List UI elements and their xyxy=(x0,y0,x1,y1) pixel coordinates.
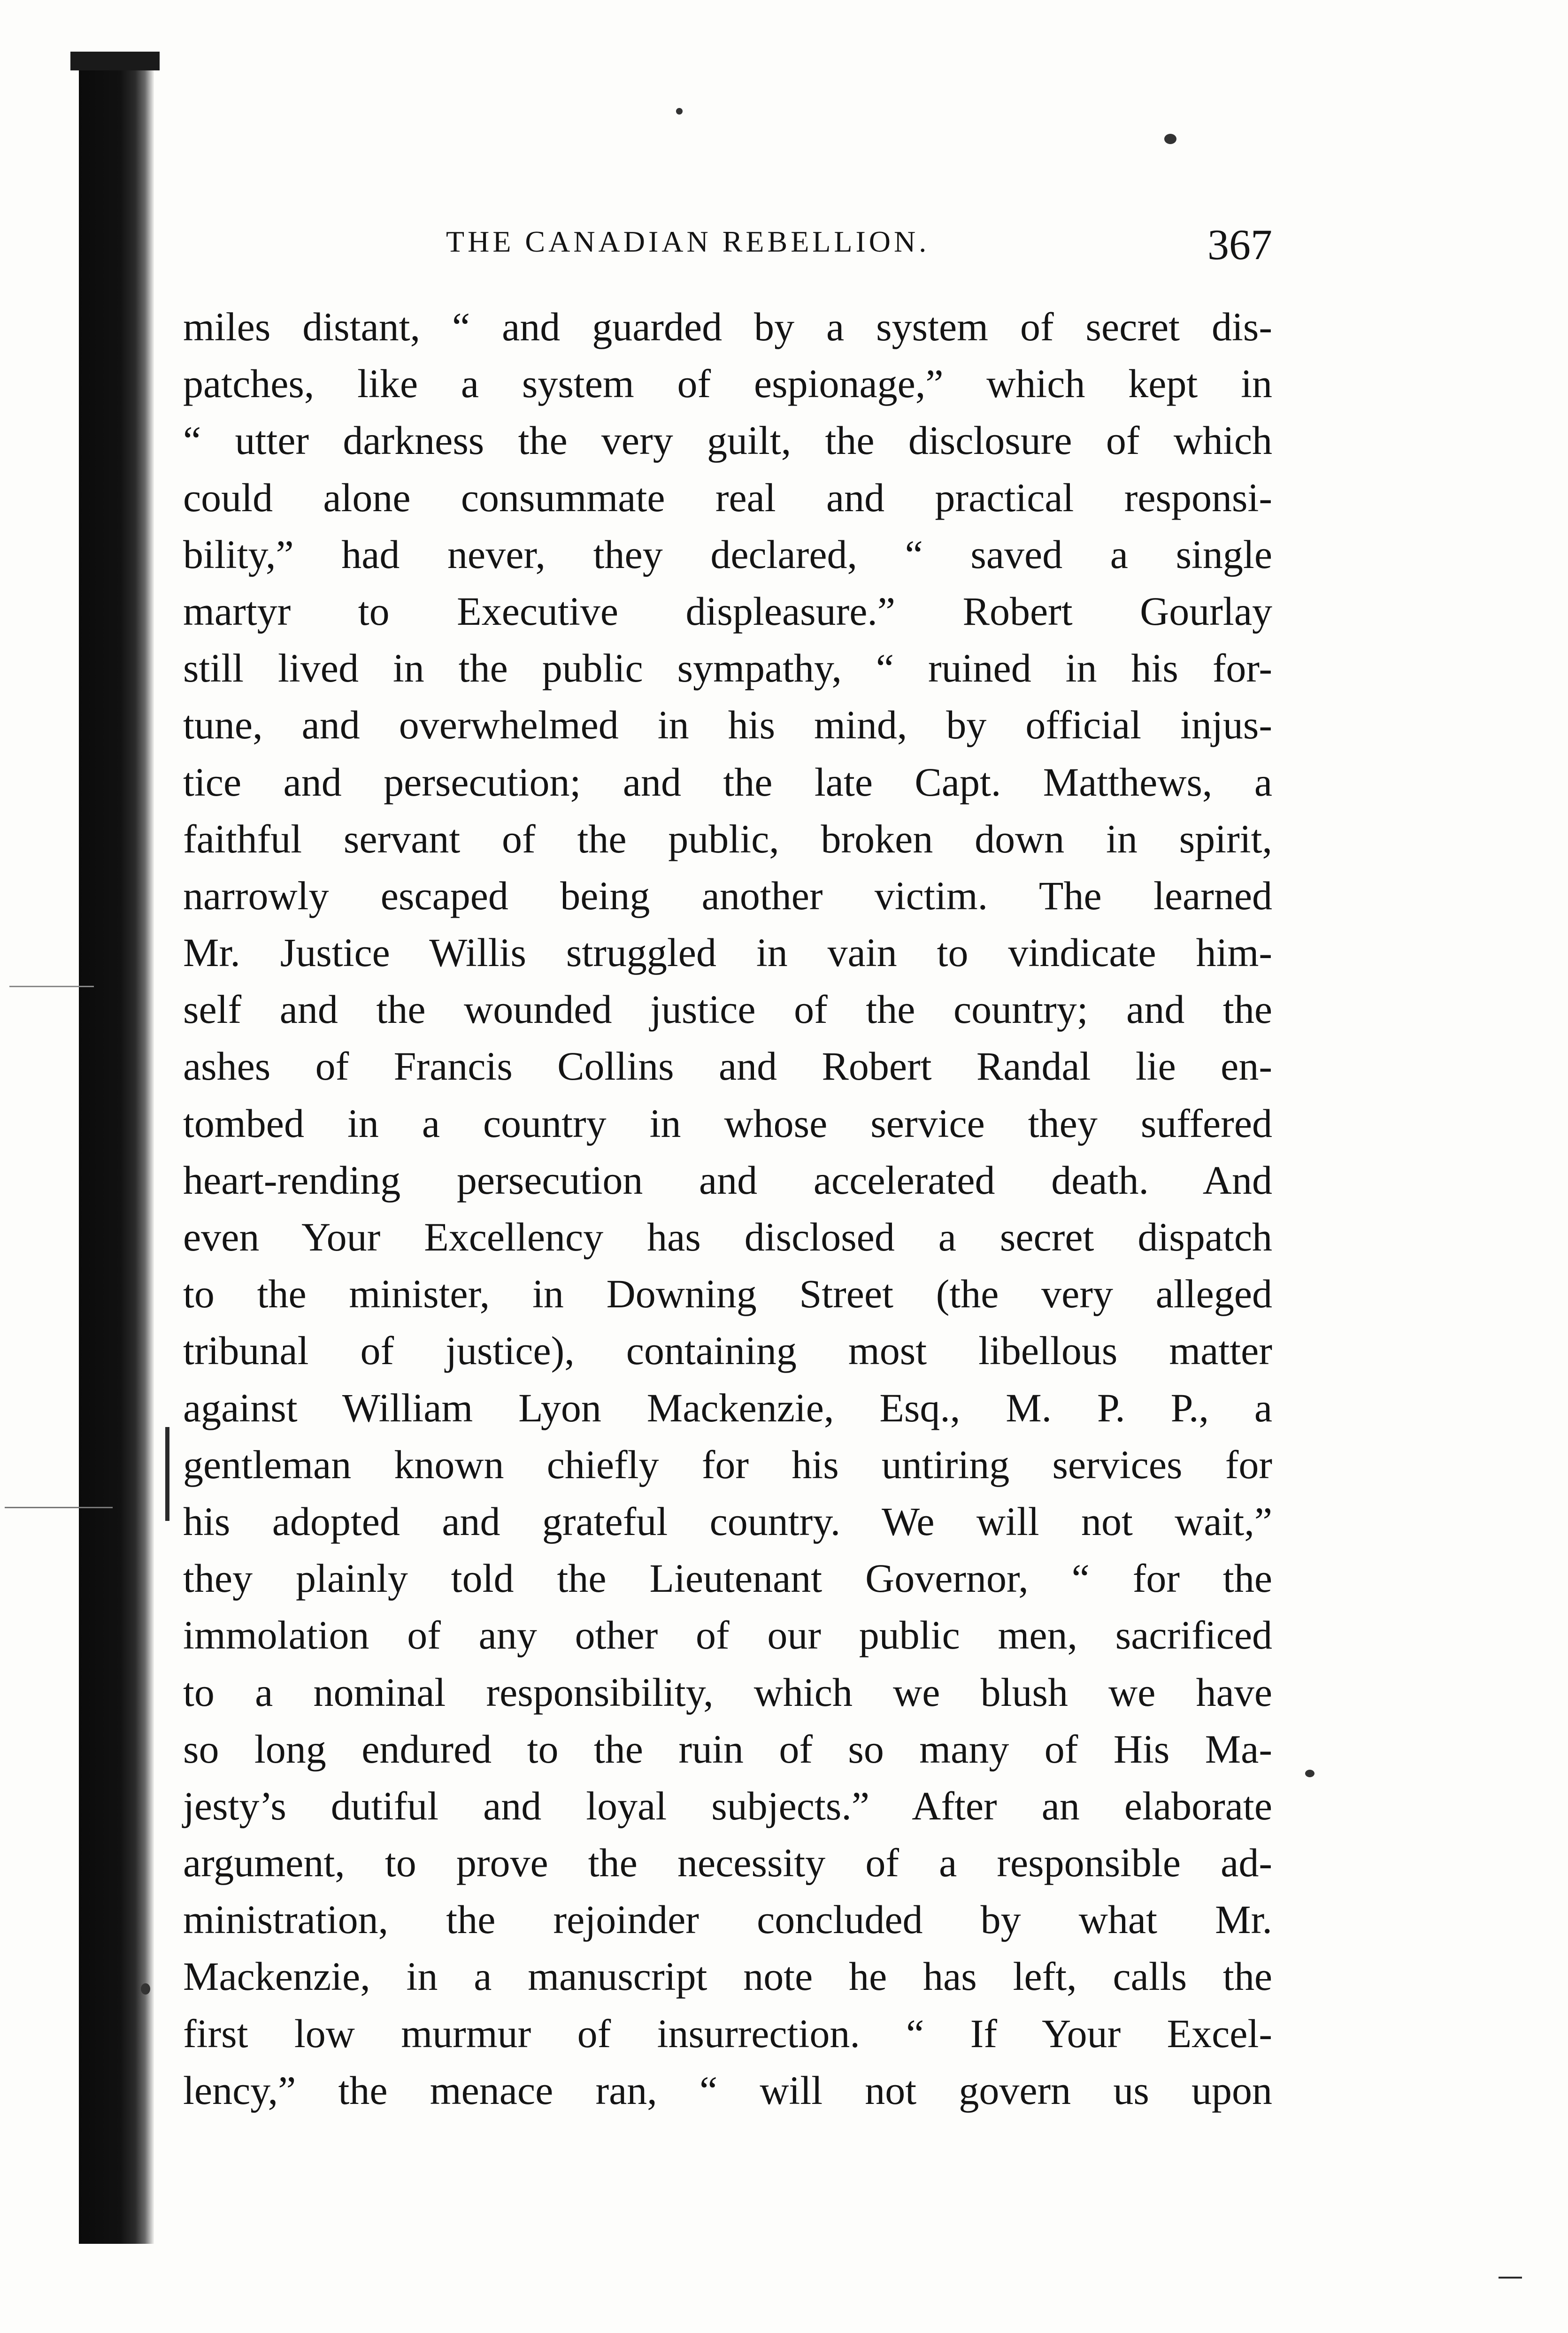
text-line: his adopted and grateful country. We will not wait,” xyxy=(183,1498,1272,1544)
text-line: patches, like a system of espionage,” which kept in xyxy=(183,361,1272,407)
text-line: could alone consummate real and practical responsi- xyxy=(183,475,1272,520)
text-line: miles distant, “ and guarded by a system of secret dis- xyxy=(183,304,1272,349)
text-line: martyr to Executive displeasure.” Robert Gourlay xyxy=(183,588,1272,634)
text-line: immolation of any other of our public men, sacrificed xyxy=(183,1612,1272,1658)
text-line: against William Lyon Mackenzie, Esq., M. P. P., a xyxy=(183,1385,1272,1430)
margin-stroke-mark xyxy=(5,1507,113,1508)
text-line: self and the wounded justice of the country; and the xyxy=(183,987,1272,1032)
margin-stroke-mark xyxy=(9,986,94,987)
specks xyxy=(1164,134,1176,144)
text-line: to the minister, in Downing Street (the very alleged xyxy=(183,1271,1272,1317)
text-line: Mackenzie, in a manuscript note he has left, calls the xyxy=(183,1954,1272,1999)
text-line: ministration, the rejoinder concluded by what Mr. xyxy=(183,1897,1272,1942)
text-line: to a nominal responsibility, which we blush we have xyxy=(183,1669,1272,1715)
text-line: argument, to prove the necessity of a responsible ad- xyxy=(183,1840,1272,1886)
running-title: THE CANADIAN REBELLION. xyxy=(446,225,930,258)
specks xyxy=(676,108,683,115)
text-line: bility,” had never, they declared, “ saved a single xyxy=(183,531,1272,577)
text-line: lency,” the menace ran, “ will not govern us upon xyxy=(183,2067,1272,2113)
text-line: “ utter darkness the very guilt, the disclosure of which xyxy=(183,418,1272,463)
text-line: heart-rending persecution and accelerated death. And xyxy=(183,1157,1272,1203)
text-line: still lived in the public sympathy, “ ruined in his for- xyxy=(183,645,1272,691)
specks xyxy=(1305,1770,1314,1777)
margin-bracket-mark xyxy=(165,1427,169,1521)
margin-stroke-mark xyxy=(1499,2277,1522,2279)
text-line: even Your Excellency has disclosed a secret dispatch xyxy=(183,1214,1272,1259)
specks xyxy=(141,1983,150,1995)
text-line: tice and persecution; and the late Capt. Matthews, a xyxy=(183,759,1272,805)
text-line: tribunal of justice), containing most libellous matter xyxy=(183,1328,1272,1374)
binding-shadow-top xyxy=(70,52,160,70)
text-line: tune, and overwhelmed in his mind, by official injus- xyxy=(183,702,1272,748)
text-line: they plainly told the Lieutenant Governor, “ for the xyxy=(183,1556,1272,1601)
text-line: gentleman known chiefly for his untiring services for xyxy=(183,1442,1272,1487)
text-line: faithful servant of the public, broken down in spirit, xyxy=(183,816,1272,861)
text-line: first low murmur of insurrection. “ If Your Excel- xyxy=(183,2011,1272,2056)
text-line: narrowly escaped being another victim. The learned xyxy=(183,873,1272,918)
text-line: Mr. Justice Willis struggled in vain to vindicate him- xyxy=(183,930,1272,975)
text-line: so long endured to the ruin of so many of His Ma- xyxy=(183,1726,1272,1772)
text-line: jesty’s dutiful and loyal subjects.” After an elaborate xyxy=(183,1783,1272,1828)
page-number: 367 xyxy=(1207,221,1272,269)
text-line: ashes of Francis Collins and Robert Randal lie en- xyxy=(183,1044,1272,1089)
text-line: tombed in a country in whose service they suffered xyxy=(183,1100,1272,1146)
running-head xyxy=(183,220,1272,271)
body-text xyxy=(183,299,1272,2119)
binding-shadow xyxy=(79,56,154,2244)
